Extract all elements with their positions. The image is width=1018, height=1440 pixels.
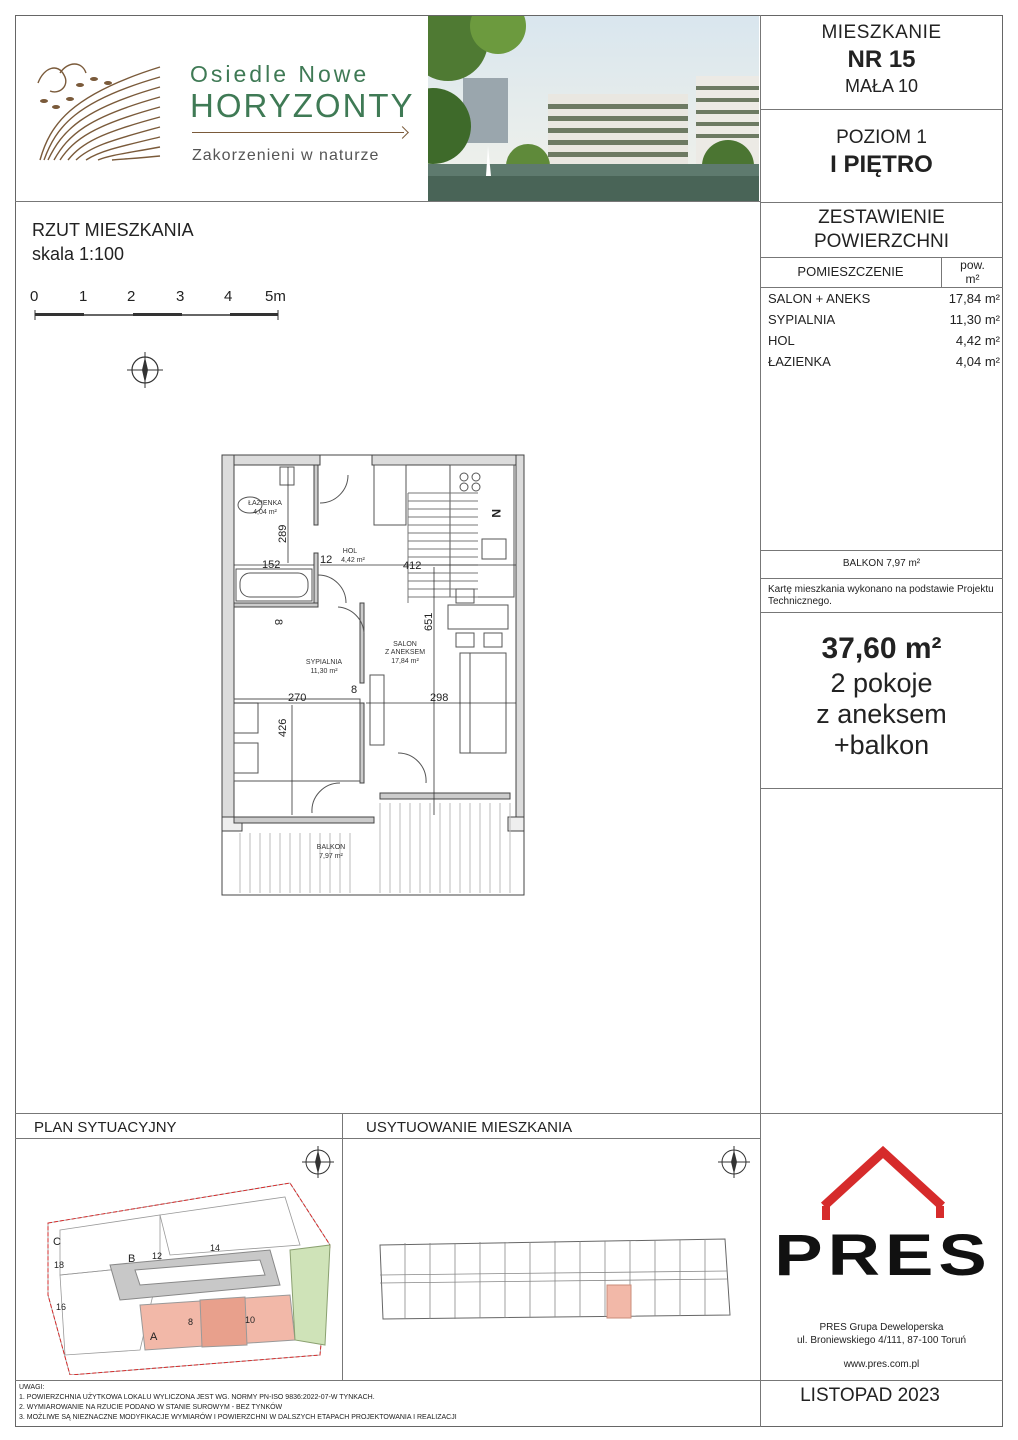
developer-name: PRES Grupa Deweloperska — [819, 1322, 944, 1333]
plan-title: RZUT MIESZKANIA — [32, 220, 194, 240]
scale-tick-label: 0 — [30, 288, 39, 305]
plan-room-label: HOL — [342, 548, 358, 555]
brand-tagline: Zakorzenieni w naturze — [192, 147, 380, 164]
plan-dimension: 270 — [288, 692, 307, 704]
notes-heading: UWAGI: — [19, 1384, 45, 1391]
divider — [15, 1380, 760, 1381]
plan-dimension: 12 — [320, 554, 333, 566]
notes — [19, 1383, 754, 1423]
scale-tick-label: 2 — [127, 288, 136, 305]
plan-room-label: SYPIALNIA — [305, 659, 343, 666]
plan-room-area: 4,42 m² — [341, 557, 365, 564]
site-label: B — [128, 1253, 136, 1265]
col-area-header: pow. m² — [960, 258, 985, 286]
area-row — [768, 312, 1000, 333]
developer-website[interactable]: www.pres.com.pl — [843, 1359, 920, 1370]
area-row — [768, 291, 1000, 312]
note-item: 3. MOŻLIWE SĄ NIEZNACZNE MODYFIKACJE WYMIARÓW I POWIERZCHNI W DALSZYCH ETAPACH PROJEKTOWANIA I REALIZACJI — [19, 1414, 457, 1421]
brand-line1: Osiedle Nowe — [190, 61, 370, 87]
divider — [15, 1113, 1003, 1114]
apartment-label: MIESZKANIE — [821, 22, 942, 43]
divider — [760, 287, 1003, 288]
note-item: 1. POWIERZCHNIA UŻYTKOWA LOKALU WYLICZONA JEST WG. NORMY PN-ISO 9836:2022-07-W TYNKACH. — [19, 1394, 375, 1401]
col-room-header: POMIESZCZENIE — [797, 264, 904, 279]
area-row-room: HOL — [768, 333, 795, 348]
areas-title-line2: POWIERZCHNI — [813, 231, 950, 252]
divider — [15, 201, 760, 202]
divider — [760, 578, 1003, 579]
site-label: 12 — [152, 1251, 163, 1261]
compass-icon — [716, 1144, 752, 1180]
plan-room-label: Z ANEKSEM — [384, 649, 426, 656]
plan-dimension: 289 — [277, 524, 289, 543]
plan-dimension: 152 — [262, 559, 281, 571]
divider — [15, 1138, 760, 1139]
level-label: POZIOM 1 — [836, 127, 927, 148]
summary — [760, 632, 1003, 761]
divider — [342, 1113, 343, 1380]
highlighted-apartment — [607, 1285, 631, 1318]
pres-logo — [766, 1140, 1000, 1288]
building-location-plan — [375, 1235, 735, 1325]
scale-bar — [30, 288, 300, 324]
floor-header — [760, 127, 1003, 179]
areas-list — [768, 291, 1000, 375]
area-row-value: 4,42 m² — [955, 333, 1000, 348]
apartment-number: NR 15 — [847, 46, 916, 73]
pres-logo-text: PRES — [774, 1223, 992, 1288]
brand-underline — [192, 132, 404, 133]
divider — [760, 550, 1003, 551]
apartment-street: MAŁA 10 — [844, 76, 919, 96]
plan-dimension: 426 — [277, 718, 289, 737]
plan-dimension: 8 — [351, 684, 358, 696]
scale-tick-label: 5m — [265, 288, 286, 305]
area-row-value: 4,04 m² — [955, 354, 1000, 369]
plan-dimension: 8 — [272, 619, 284, 626]
extra-note: +balkon — [833, 730, 930, 760]
scale-tick-label: 1 — [79, 288, 88, 305]
north-marker-icon: N — [489, 509, 503, 518]
scale-tick-label: 3 — [176, 288, 185, 305]
scale-tick-label: 4 — [224, 288, 233, 305]
plan-room-label: BALKON — [316, 844, 346, 851]
total-area: 37,60 m² — [821, 632, 942, 665]
plan-room-area: 7,97 m² — [319, 853, 343, 860]
site-label: 10 — [245, 1315, 256, 1325]
leaf-icon — [396, 126, 409, 139]
site-label: 14 — [210, 1243, 221, 1253]
apartment-header — [760, 22, 1003, 97]
area-row-value: 11,30 m² — [949, 312, 1000, 327]
area-row — [768, 354, 1000, 375]
site-label: 16 — [56, 1302, 67, 1312]
balcony-area: BALKON 7,97 m² — [842, 558, 921, 569]
site-plan-map — [40, 1175, 340, 1375]
floor-plan — [220, 453, 530, 898]
areas-title-line1: ZESTAWIENIE — [818, 207, 945, 228]
areas-title — [760, 206, 1003, 254]
divider — [760, 109, 1003, 110]
house-roof-icon — [766, 1140, 1000, 1220]
rooms-count: 2 pokoje — [830, 668, 933, 698]
plan-dimension: 298 — [430, 692, 449, 704]
divider — [760, 788, 1003, 789]
area-row-room: ŁAZIENKA — [768, 354, 831, 369]
kitchen-note: z aneksem — [816, 699, 947, 729]
location-title: USYTUOWANIE MIESZKANIA — [366, 1119, 573, 1136]
document-date: LISTOPAD 2023 — [800, 1385, 940, 1406]
plan-dimension: 651 — [423, 612, 435, 631]
plan-dimension: 412 — [403, 560, 422, 572]
site-label: 18 — [54, 1260, 65, 1270]
site-label: A — [150, 1331, 158, 1343]
hero-image — [428, 16, 759, 201]
area-row-room: SYPIALNIA — [768, 312, 836, 327]
site-plan-title: PLAN SYTUACYJNY — [34, 1119, 177, 1136]
plan-room-area: 11,30 m² — [310, 668, 338, 675]
plan-room-label: SALON — [393, 641, 417, 648]
divider — [760, 202, 1003, 203]
technical-note: Kartę mieszkania wykonano na podstawie Projektu Technicznego. — [768, 584, 994, 607]
divider — [760, 1380, 1003, 1381]
area-row-room: SALON + ANEKS — [768, 291, 871, 306]
plan-scale: skala 1:100 — [32, 244, 125, 264]
brand-logo — [30, 55, 420, 175]
north-arrow-icon — [125, 350, 165, 390]
tree-logo-icon — [30, 55, 170, 165]
developer-address: ul. Broniewskiego 4/111, 87-100 Toruń — [797, 1335, 966, 1346]
site-label: 8 — [188, 1317, 194, 1327]
floor-label: I PIĘTRO — [830, 151, 933, 178]
plan-room-label: ŁAZIENKA — [248, 500, 282, 507]
developer-info — [760, 1321, 1003, 1371]
site-label: C — [53, 1236, 61, 1248]
plan-room-area: 4,04 m² — [253, 509, 277, 516]
divider — [760, 612, 1003, 613]
note-item: 2. WYMIAROWANIE NA RZUCIE PODANO W STANIE SUROWYM - BEZ TYNKÓW — [19, 1404, 283, 1411]
brand-line2: HORYZONTY — [190, 87, 415, 124]
plan-room-area: 17,84 m² — [391, 658, 419, 665]
area-row — [768, 333, 1000, 354]
area-row-value: 17,84 m² — [948, 291, 1000, 306]
